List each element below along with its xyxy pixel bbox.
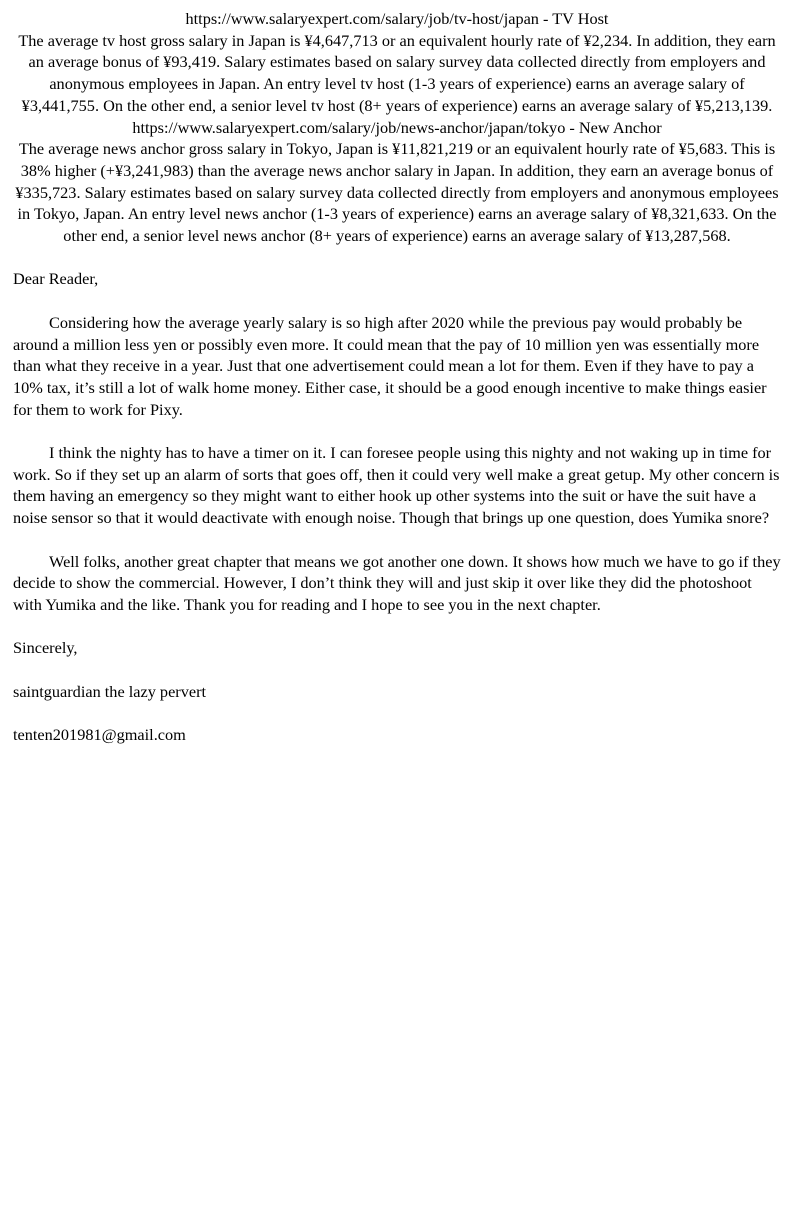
document-page xyxy=(13,8,781,767)
letter-greeting: Dear Reader, xyxy=(13,269,99,289)
reference-text-tv-host: The average tv host gross salary in Japan is ¥4,647,713 or an equivalent hourly rate of ¥2,234. In addition, they earn an average bonus of ¥93,419. Salary estimates based on salary survey data collected directly from employers and anonymous employees in Japan. An entry level tv host (1-3 years of experience) earns an average salary of ¥3,441,755. On the other end, a senior level tv host (8+ years of experience) earns an average salary of ¥5,213,139. xyxy=(18,30,776,115)
letter-paragraph: Well folks, another great chapter that means we got another one down. It shows how much we have to go if they decide to show the commercial. However, I don’t think they will and just skip it over like they did the photoshoot with Yumika and the like. Thank you for reading and I hope to see you in the next chapter. xyxy=(13,551,781,614)
reference-url-news-anchor: https://www.salaryexpert.com/salary/job/news-anchor/japan/tokyo - New Anchor xyxy=(132,117,662,137)
letter-paragraph: I think the nighty has to have a timer on it. I can foresee people using this nighty and not waking up in time for work. So if they set up an alarm of sorts that goes off, then it could very well make a great getup. My other concern is them having an emergency so they might want to either hook up other systems into the suit or have the suit have a noise sensor so that it would deactivate with enough noise. Though that brings up one question, does Yumika snore? xyxy=(13,443,780,528)
salary-references xyxy=(13,8,781,247)
author-letter xyxy=(13,268,781,745)
letter-paragraph: Considering how the average yearly salary is so high after 2020 while the previous pay would probably be around a million less yen or possibly even more. It could mean that the pay of 10 million yen was essentially more than what they receive in a year. Just that one advertisement could mean a lot for them. Even if they have to pay a 10% tax, it’s still a lot of walk home money. Either case, it should be a good enough incentive to make things easier for them to work for Pixy. xyxy=(13,312,767,419)
signature-block xyxy=(13,681,781,746)
signature-name: saintguardian the lazy pervert xyxy=(13,681,207,701)
signature-email: tenten201981@gmail.com xyxy=(13,725,186,745)
reference-url-tv-host: https://www.salaryexpert.com/salary/job/tv-host/japan - TV Host xyxy=(185,9,609,28)
reference-text-news-anchor: The average news anchor gross salary in Tokyo, Japan is ¥11,821,219 or an equivalent hourly rate of ¥5,683. This is 38% higher (+¥3,241,983) than the average news anchor salary in Japan. In addition, they earn an average bonus of ¥335,723. Salary estimates based on salary survey data collected directly from employers and anonymous employees in Tokyo, Japan. An entry level news anchor (1-3 years of experience) earns an average salary of ¥8,321,633. On the other end, a senior level news anchor (8+ years of experience) earns an average salary of ¥13,287,568. xyxy=(15,139,779,246)
letter-closing: Sincerely, xyxy=(13,638,78,658)
